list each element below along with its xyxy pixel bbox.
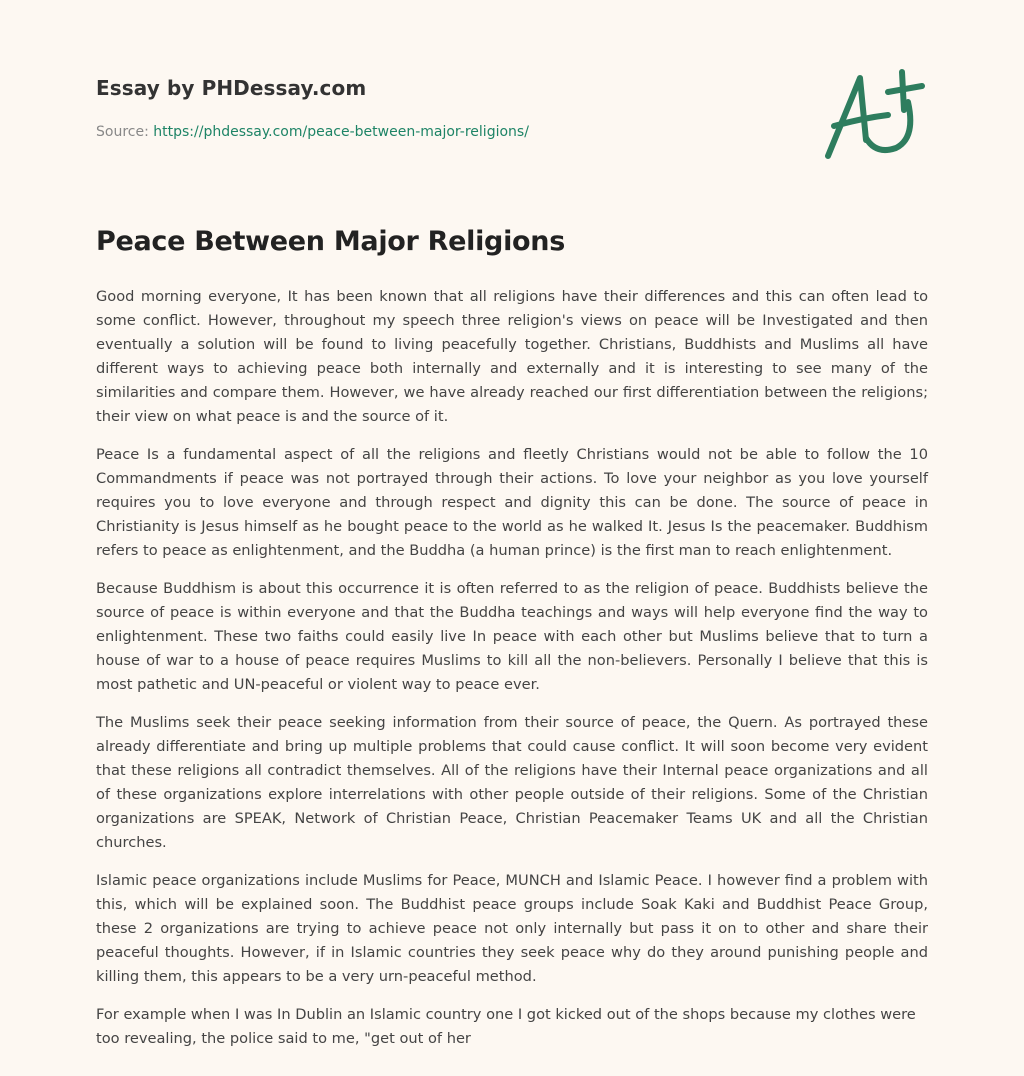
essay-body	[96, 285, 928, 1065]
essay-paragraph: Islamic peace organizations include Muslims for Peace, MUNCH and Islamic Peace. I however find a problem with this, which will be explained soon. The Buddhist peace groups include Soak Kaki and Buddhist Peace Group, these 2 organizations are trying to achieve peace not only internally but pass it on to other and share their peaceful thoughts. However, if in Islamic countries they seek peace why do they around punishing people and killing them, this appears to be a very urn-peaceful method.	[96, 872, 928, 985]
essay-paragraph: The Muslims seek their peace seeking information from their source of peace, the Quern. As portrayed these already differentiate and bring up multiple problems that could cause conflict. It will soon become very evident that these religions all contradict themselves. All of the religions have their Internal peace organizations and all of these organizations explore interrelations with other people outside of their religions. Some of the Christian organizations are SPEAK, Network of Christian Peace, Christian Peacemaker Teams UK and all the Christian churches.	[96, 714, 928, 851]
essay-paragraph: For example when I was In Dublin an Islamic country one I got kicked out of the shops because my clothes were too revealing, the police said to me, "get out of her	[96, 1006, 916, 1047]
essay-paragraph: Peace Is a fundamental aspect of all the religions and fleetly Christians would not be able to follow the 10 Commandments if peace was not portrayed through their actions. To love your neighbor as you love yourself requires you to love everyone and through respect and dignity this can be done. The source of peace in Christianity is Jesus himself as he bought peace to the world as he walked It. Jesus Is the peacemaker. Buddhism refers to peace as enlightenment, and the Buddha (a human prince) is the first man to reach enlightenment.	[96, 446, 928, 559]
essay-paragraph: Good morning everyone, It has been known that all religions have their differences and this can often lead to some conflict. However, throughout my speech three religion's views on peace will be Investigated and then eventually a solution will be found to living peacefully together. Christians, Buddhists and Muslims all have different ways to achieving peace both internally and externally and it is interesting to see many of the similarities and compare them. However, we have already reached our first differentiation between the religions; their view on what peace is and the source of it.	[96, 288, 928, 425]
a-plus-logo-icon	[818, 60, 938, 170]
site-title: Essay by PHDessay.com	[96, 76, 367, 100]
source-line	[96, 124, 529, 140]
essay-title: Peace Between Major Religions	[96, 226, 565, 257]
source-link[interactable]: https://phdessay.com/peace-between-major-religions/	[153, 124, 529, 140]
source-label: Source:	[96, 124, 149, 140]
essay-paragraph: Because Buddhism is about this occurrence it is often referred to as the religion of peace. Buddhists believe the source of peace is within everyone and that the Buddha teachings and ways will help everyone find the way to enlightenment. These two faiths could easily live In peace with each other but Muslims believe that to turn a house of war to a house of peace requires Muslims to kill all the non-believers. Personally I believe that this is most pathetic and UN-peaceful or violent way to peace ever.	[96, 580, 928, 693]
